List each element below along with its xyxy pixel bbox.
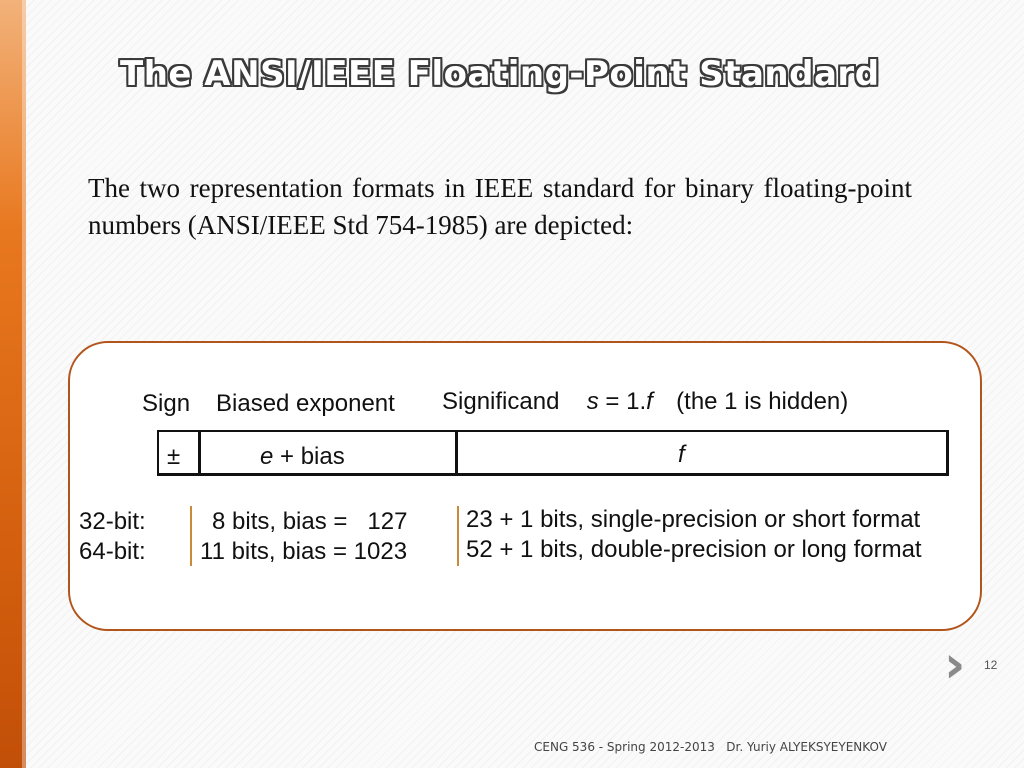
exponent-divider bbox=[455, 432, 458, 473]
sign-label: Sign bbox=[142, 390, 191, 417]
row-64-label: 64-bit: bbox=[79, 538, 146, 565]
significand-label: Significand bbox=[442, 388, 560, 415]
row-64-exponent: 11 bits, bias = 1023 bbox=[200, 538, 408, 565]
slide-title: The ANSI/IEEE Floating-Point Standard bbox=[120, 54, 880, 94]
equals-one-dot: = 1. bbox=[598, 388, 647, 415]
row-32-label: 32-bit: bbox=[79, 508, 146, 535]
chevron-right-icon[interactable]: › bbox=[944, 635, 966, 695]
exponent-field bbox=[260, 443, 345, 471]
sign-divider bbox=[198, 432, 201, 473]
hidden-bit-note: (the 1 is hidden) bbox=[676, 388, 849, 415]
significand-header bbox=[442, 388, 848, 416]
figure-frame bbox=[68, 341, 982, 631]
e-symbol: e bbox=[260, 443, 274, 470]
row-32-exponent: 8 bits, bias = 127 bbox=[212, 508, 408, 535]
slide-footer: CENG 536 - Spring 2012-2013 Dr. Yuriy ALYEKSYEYENKOV bbox=[534, 740, 887, 754]
sign-field: ± bbox=[167, 443, 181, 470]
significand-row-separator bbox=[457, 506, 459, 566]
row-32-significand: 23 + 1 bits, single-precision or short format bbox=[466, 506, 921, 533]
biased-exponent-label: Biased exponent bbox=[216, 390, 395, 417]
page-number: 12 bbox=[984, 658, 998, 672]
fraction-field bbox=[678, 441, 685, 469]
plus-bias: + bias bbox=[273, 443, 345, 470]
side-accent-bar bbox=[0, 0, 26, 768]
row-64-significand: 52 + 1 bits, double-precision or long format bbox=[466, 536, 922, 563]
exponent-row-separator bbox=[190, 506, 192, 566]
intro-paragraph: The two representation formats in IEEE standard for binary floating-point numbers (ANSI/IEEE Std 754-1985) are depicted: bbox=[88, 173, 912, 240]
f-symbol: f bbox=[646, 388, 653, 415]
f-field-symbol: f bbox=[678, 441, 685, 468]
s-symbol: s bbox=[586, 388, 599, 415]
